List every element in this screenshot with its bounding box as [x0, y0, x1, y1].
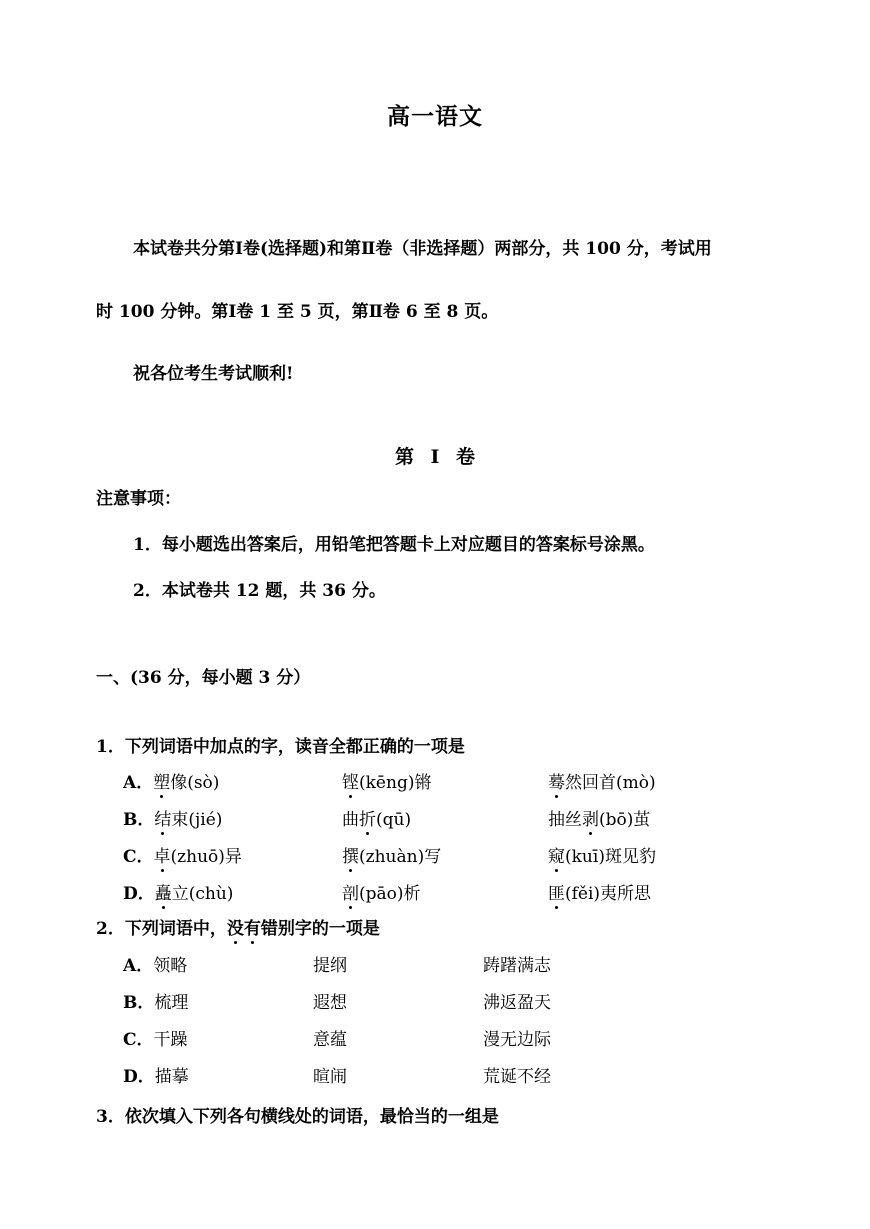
- q1-option-d-item-3: 匪(fěi)夷所思: [548, 879, 651, 904]
- wish-text: 祝各位考生考试顺利!: [133, 364, 294, 384]
- q2-option-c-item-2: 意蕴: [313, 1030, 347, 1050]
- q1-option-c-item-3: 窥(kuī)斑见豹: [548, 842, 656, 867]
- dotted-char: 结: [154, 805, 171, 830]
- option-label: B．: [123, 810, 155, 830]
- intro-line-1: 本试卷共分第Ⅰ卷(选择题)和第Ⅱ卷（非选择题）两部分，共 100 分，考试用: [133, 239, 712, 259]
- q1-option-d-item-2: 剖(pāo)析: [342, 879, 421, 904]
- dotted-char: 没: [227, 914, 244, 939]
- part-one-heading: 一、(36 分，每小题 3 分）: [96, 668, 311, 688]
- intro-line-2: 时 100 分钟。第Ⅰ卷 1 至 5 页，第Ⅱ卷 6 至 8 页。: [96, 302, 499, 322]
- q2-option-a-item-2: 提纲: [313, 956, 347, 976]
- dotted-char: 矗: [155, 879, 172, 904]
- q2-option-d[interactable]: D．描摹: [123, 1067, 189, 1087]
- dotted-char: 剖: [342, 879, 359, 904]
- q1-option-d[interactable]: D．矗立(chù): [123, 879, 233, 904]
- dotted-char: 铿: [342, 768, 359, 793]
- q2-option-b-item-2: 遐想: [313, 993, 347, 1013]
- dotted-char: 匪: [548, 879, 565, 904]
- q1-option-b-item-2: 曲折(qū): [342, 805, 411, 830]
- q1-option-b-item-3: 抽丝剥(bō)茧: [548, 805, 650, 830]
- dotted-char: 蓦: [548, 768, 565, 793]
- question-3-stem: 3．依次填入下列各句横线处的词语，最恰当的一组是: [96, 1107, 499, 1127]
- q2-option-a[interactable]: A．领略: [123, 956, 188, 976]
- q2-option-d-item-2: 暄闹: [313, 1067, 347, 1087]
- question-2-stem: 2．下列词语中，没有错别字的一项是: [96, 914, 380, 939]
- notice-heading: 注意事项：: [96, 489, 181, 509]
- q1-option-b[interactable]: B．结束(jié): [123, 805, 222, 830]
- notice-item-2: 2．本试卷共 12 题，共 36 分。: [133, 581, 386, 601]
- notice-item-1: 1．每小题选出答案后，用铅笔把答题卡上对应题目的答案标号涂黑。: [133, 535, 655, 555]
- option-label: C．: [123, 847, 154, 867]
- option-label: D．: [123, 1067, 155, 1087]
- q2-option-b[interactable]: B．梳理: [123, 993, 189, 1013]
- dotted-char: 撰: [342, 842, 359, 867]
- q1-option-c-item-2: 撰(zhuàn)写: [342, 842, 441, 867]
- q1-option-a[interactable]: A．塑像(sò): [123, 768, 219, 793]
- dotted-char: 窥: [548, 842, 565, 867]
- option-label: C．: [123, 1030, 154, 1050]
- section-title: 第 Ⅰ 卷: [394, 446, 476, 468]
- question-1-stem: 1．下列词语中加点的字，读音全都正确的一项是: [96, 737, 465, 757]
- dotted-char: 塑: [153, 768, 170, 793]
- option-label: D．: [123, 884, 155, 904]
- q2-option-c-item-3: 漫无边际: [483, 1030, 551, 1050]
- option-label: A．: [123, 956, 154, 976]
- q2-option-a-item-3: 踌躇满志: [483, 956, 551, 976]
- option-label: A．: [123, 773, 154, 793]
- dotted-char: 折: [359, 805, 376, 830]
- dotted-char: 有: [244, 914, 261, 939]
- option-label: B．: [123, 993, 155, 1013]
- q1-option-a-item-2: 铿(kēng)锵: [342, 768, 431, 793]
- q2-option-c[interactable]: C．干躁: [123, 1030, 188, 1050]
- q2-option-b-item-3: 沸返盈天: [483, 993, 551, 1013]
- dotted-char: 卓: [154, 842, 171, 867]
- q1-option-a-item-3: 蓦然回首(mò): [548, 768, 656, 793]
- q2-option-d-item-3: 荒诞不经: [483, 1067, 551, 1087]
- dotted-char: 剥: [582, 805, 599, 830]
- page-title: 高一语文: [387, 103, 483, 130]
- q1-option-c[interactable]: C．卓(zhuō)异: [123, 842, 242, 867]
